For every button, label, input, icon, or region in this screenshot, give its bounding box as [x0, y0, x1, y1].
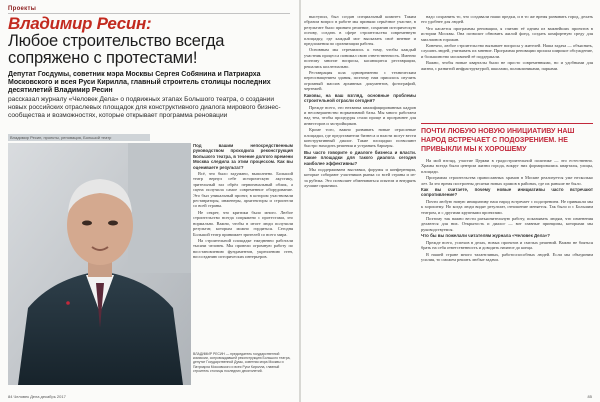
column-mid-left: [304, 14, 416, 389]
body-paragraph: Основным мы стремились к тому, чтобы каждый участник процесса понимал свою ответственность. Именно поэтому многие вопросы, касающиеся реставрации, решались коллегиально.: [304, 47, 416, 69]
body-paragraph: выступил, был создан специальный комитет. Таким образом вопрос в работе мы приняли серьёзное участие, в результате было принято решение, сохранив историческую основу, создать в сфере строительства современную площадку, где каждый мог высказать своё мнение и предложения по организации работы.: [304, 14, 416, 47]
body-paragraph: На строительной площадке ежедневно работали тысячи человек. Мы провели огромную работу по восстановлению фундаментов, укреплению стен, воссозданию исторических интерьеров.: [193, 237, 293, 260]
body-paragraph: Мы поддерживаем выставки, форумы и конференции, которые собирают участников рынка со всей страны и из-за рубежа. Это позволяет обмениваться опытом и внедрять лучшие практики.: [304, 166, 416, 189]
article-headline: Любое строительство всегда сопряжено с протестами!: [8, 32, 225, 67]
body-paragraph: Каковы, на ваш взгляд, основные проблемы строительной отрасли сегодня?: [304, 92, 416, 104]
body-paragraph: На мой взгляд, участие Церкви в градостроительной политике — это естественно. Храмы всегда были центром жизни города, вокруг них формировались кварталы, улицы, площади.: [421, 158, 593, 174]
body-paragraph: Вы часто говорите о диалоге бизнеса и власти. Какие площадки для такого диалога сегодня наиболее эффективны?: [304, 149, 416, 166]
body-paragraph: Важно, чтобы новые кварталы были не просто современными, но и удобными для жизни, с развитой инфраструктурой, школами, поликлиниками, парками.: [421, 60, 593, 71]
column-left-narrow: [193, 143, 293, 348]
body-paragraph: В нашей стране много талантливых, работоспособных людей. Если мы объединим усилия, то сможем решить любые задачи.: [421, 251, 593, 262]
page-gutter: [299, 0, 301, 402]
pull-quote: ПОЧТИ ЛЮБУЮ НОВУЮ ИНИЦИАТИВУ НАШ НАРОД ВСТРЕЧАЕТ С ПОДОЗРЕНИЕМ. НЕ ПРИВЫКЛИ МЫ К ХОРОШЕМУ: [421, 128, 575, 153]
body-paragraph: Почти любую новую инициативу наш народ встречает с подозрением. Не привыкли мы к хорошему. Но когда люди видят результат, отношение меняется. Так было и с Большим театром, и с другими крупными проектами.: [421, 198, 593, 215]
body-paragraph: Что касается программы реновации, я считаю её одним из важнейших проектов в истории Москвы. Она позволит обновить жилой фонд, создать комфортную среду для миллионов горожан.: [421, 25, 593, 42]
body-paragraph: Прежде всего, успехов в делах, новых проектов и смелых решений. Важно не бояться брать на себя ответственность и доводить начатое до конца.: [421, 239, 593, 251]
body-paragraph: Конечно, любое строительство вызывает вопросы у жителей. Наша задача — объяснять, слушать людей, учитывать их мнение. Программа реновации прошла широкое обсуждение, и большинство москвичей её поддержали.: [421, 43, 593, 59]
body-paragraph: Поэтому так важно вести разъяснительную работу, показывать людям, что изменения делаются для них. Открытость и диалог — вот главные принципы, которыми мы руководствуемся.: [421, 216, 593, 232]
body-paragraph: Как вы считаете, почему новые инициативы часто встречают сопротивление?: [421, 187, 593, 198]
section-rubric: Проекты: [8, 6, 37, 12]
column-mid-right: [421, 14, 593, 118]
body-paragraph: Прежде всего, это нехватка квалифицированных кадров и несовершенство нормативной базы. Мы много работаем над тем, чтобы процедуры стали проще и прозрачнее для инвесторов и застройщиков.: [304, 104, 416, 126]
folio-right: 85: [587, 394, 592, 399]
body-paragraph: надо сохранить то, что создавали наши предки, и в то же время развивать город, делать его удобнее для людей.: [421, 14, 593, 25]
column-right: [421, 158, 593, 388]
pullquote-rule: [421, 123, 593, 124]
article-lead: Депутат Госдумы, советник мэра Москвы Сергея Собянина и Патриарха Московского и всея Руси Кирилла, главный строитель столицы последних десятилетий Владимир Ресин: [8, 71, 271, 95]
body-paragraph: Всё, что было задумано, выполнено. Большой театр вернул себе историческую акустику, зрительный зал обрёл первоначальный облик, а сцена получила самое современное оборудование. Это был уникальный проект, в котором участвовали реставраторы, инженеры, архитекторы и строители со всей страны.: [193, 171, 293, 209]
body-paragraph: Программа строительства православных храмов в Москве реализуется уже несколько лет. За это время построены десятки новых храмов в районах, где их раньше не было.: [421, 175, 593, 186]
portrait-photo: [8, 143, 191, 385]
body-paragraph: Под вашим непосредственным руководством проходила реконструкция Большого театра, в течение долгого времени Москва следила за этим процессом. Как вы оцениваете результат?: [193, 143, 293, 170]
body-paragraph: Кроме того, важно развивать новые отраслевые площадки, где представители бизнеса и власти могут вести конструктивный диалог. Такие площадки позволяют быстро находить решения и устранять барьеры.: [304, 127, 416, 149]
article-intro: рассказал журналу «Человек Дела» о подвижных этапах Большого театра, о создании новых российских отраслевых площадок для конструктивного диалога мирового бизнес-сообщества и возможностях, которые открывает программа реновации: [8, 96, 281, 119]
article-tags: Владимир Ресин, проекты, реновация, Большой театр: [8, 134, 150, 141]
folio-left: 84 Человек Дела декабрь 2017: [8, 394, 66, 399]
photo-caption: ВЛАДИМИР РЕСИН — председатель государственной комиссии, сопровождавшей реконструкцию Большого театра, депутат Государственной Думы, советник мэра Москвы и Патриарха Московского и всея Руси Кирилла, главный строитель столицы последних десятилетий.: [193, 352, 291, 373]
body-paragraph: Что бы вы пожелали читателям журнала «Человек Дела»?: [421, 233, 550, 239]
portrait-illustration: [8, 143, 191, 385]
body-paragraph: Не секрет, что критики было много. Любое строительство всегда сопряжено с протестами, это нормально. Важно, чтобы в итоге люди получили результат, которым можно гордиться. Сегодня Большой театр принимает зрителей со всего мира.: [193, 209, 293, 237]
body-paragraph: Реставрация шла одновременно с техническим переоснащением здания, поэтому нам пришлось изучить огромный массив архивных документов, фотографий, чертежей.: [304, 70, 416, 92]
article-kicker: Владимир Ресин:: [8, 14, 152, 33]
